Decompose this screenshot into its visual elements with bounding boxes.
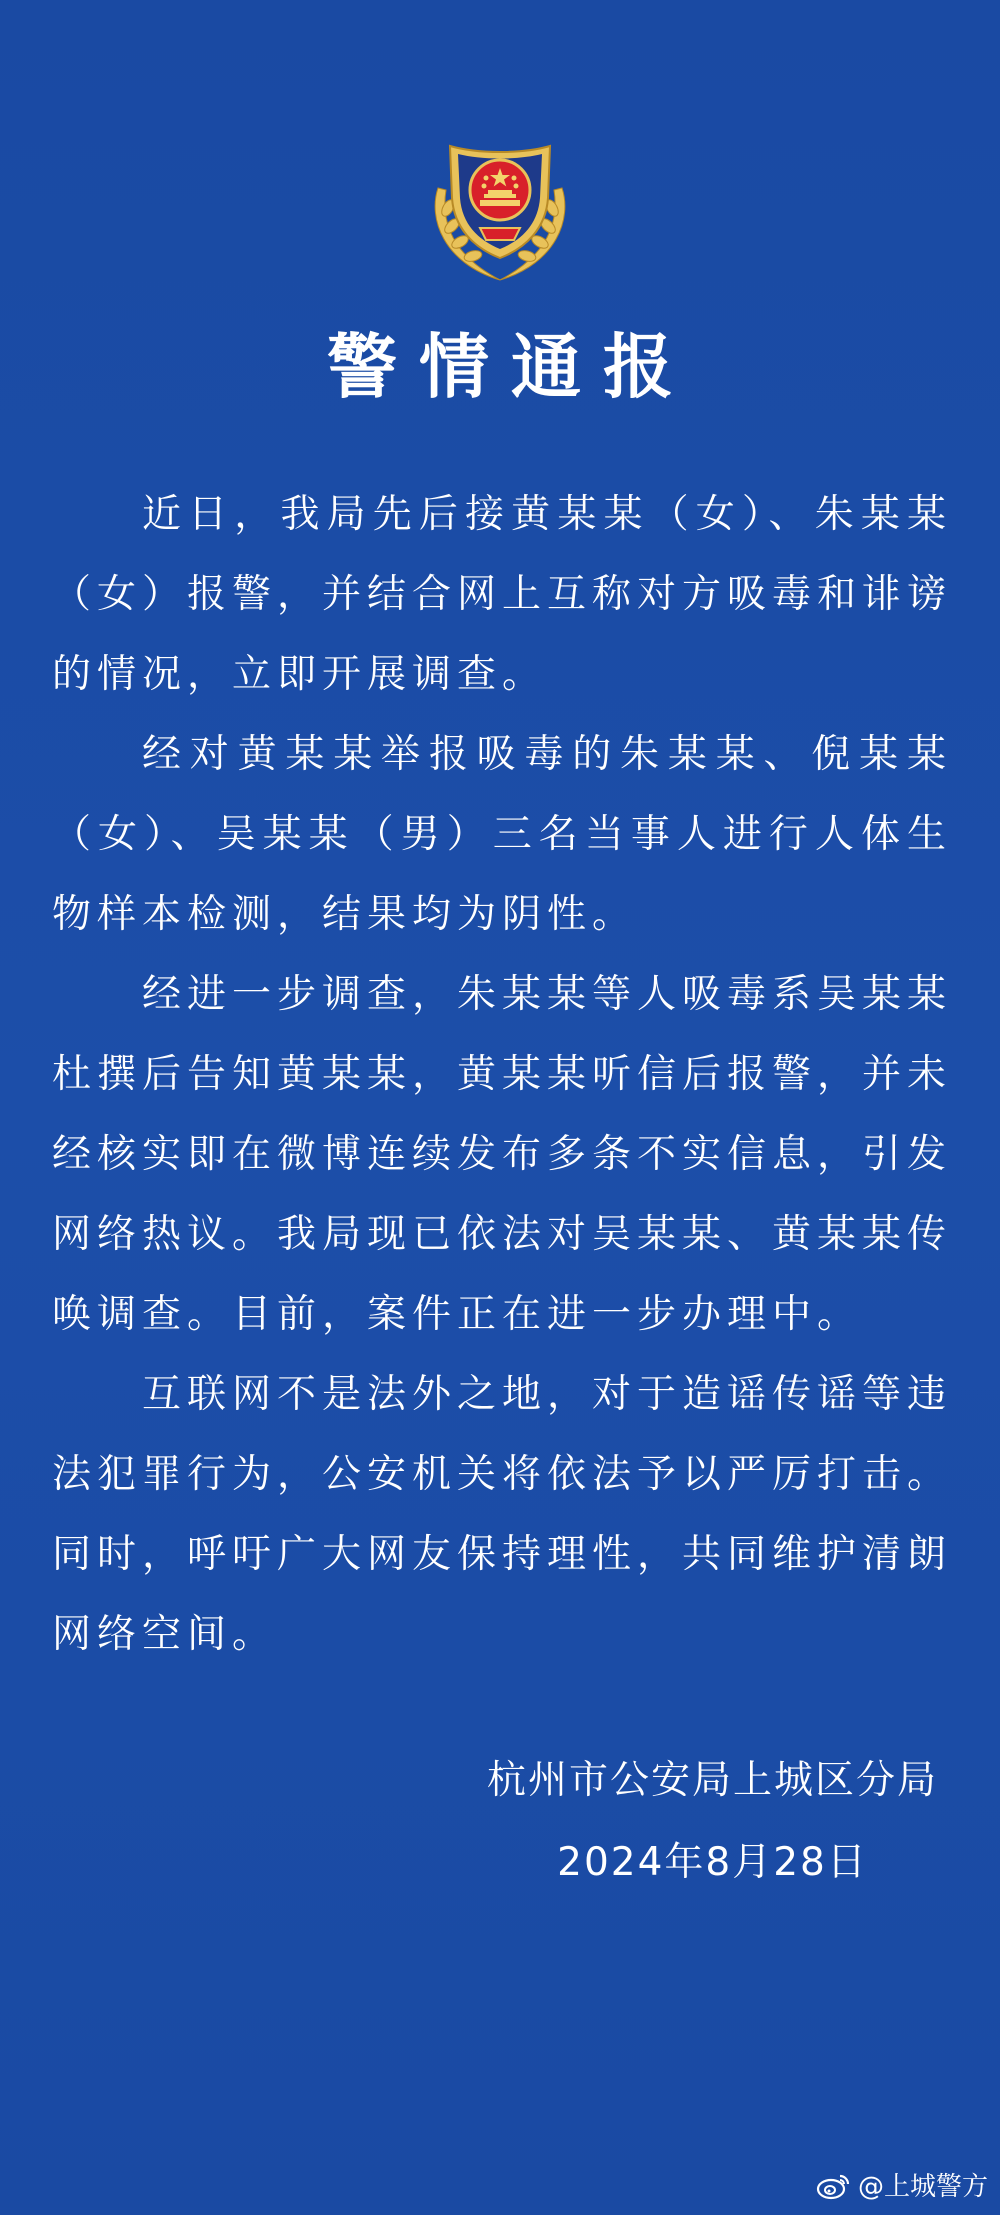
weibo-handle: @上城警方 — [857, 2172, 988, 2202]
signature-block — [487, 1740, 938, 1904]
issuer-name: 杭州市公安局上城区分局 — [486, 1758, 938, 1803]
paragraph: 经进一步调查，朱某某等人吸毒系吴某某杜撰后告知黄某某，黄某某听信后报警，并未经核实即在微博连续发布多条不实信息，引发网络热议。我局现已依法对吴某某、黄某某传唤调查。目前，案件正在进一步办理中。 — [52, 972, 953, 1337]
notice-title: 警情通报 — [327, 325, 695, 408]
paragraph: 近日，我局先后接黄某某（女）、朱某某（女）报警，并结合网上互称对方吸毒和诽谤的情况，立即开展调查。 — [52, 492, 953, 697]
paragraph: 互联网不是法外之地，对于造谣传谣等违法犯罪行为，公安机关将依法予以严厉打击。同时，呼吁广大网友保持理性，共同维护清朗网络空间。 — [52, 1372, 953, 1657]
police-emblem-icon — [418, 128, 582, 288]
issue-date: 2024年8月28日 — [557, 1840, 868, 1885]
weibo-watermark — [816, 2166, 988, 2203]
notice-body — [52, 475, 952, 1675]
weibo-icon — [816, 2170, 850, 2200]
paragraph: 经对黄某某举报吸毒的朱某某、倪某某（女）、吴某某（男）三名当事人进行人体生物样本检测，结果均为阴性。 — [52, 732, 952, 937]
